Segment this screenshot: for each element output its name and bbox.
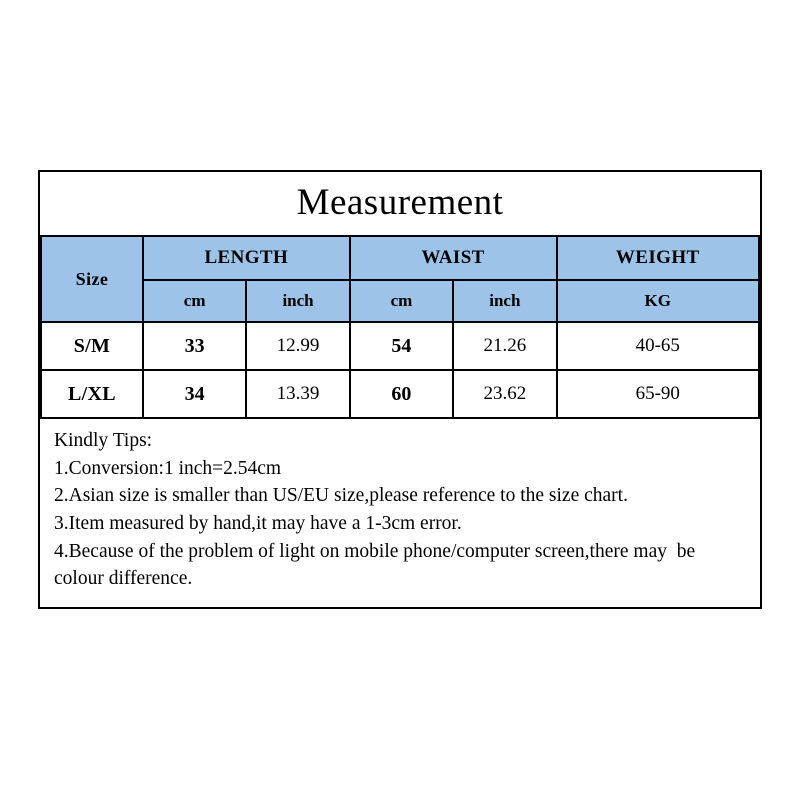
- cell-sm-waist-inch: 21.26: [453, 322, 556, 370]
- table-header-row-units: [41, 280, 759, 322]
- cell-lxl-length-cm: 34: [143, 370, 246, 418]
- table-row: [41, 322, 759, 370]
- size-chart-card: [38, 170, 762, 609]
- tips-line-1: 1.Conversion:1 inch=2.54cm: [54, 457, 282, 479]
- tips-line-4: 4.Because of the problem of light on mobile phone/computer screen,there may be colour difference.: [54, 540, 701, 590]
- measurement-table: [40, 235, 760, 419]
- cell-lxl-waist-cm: 60: [350, 370, 453, 418]
- table-header-waist: WAIST: [350, 236, 557, 280]
- table-unit-waist-cm: cm: [350, 280, 453, 322]
- table-header-size: Size: [41, 236, 143, 322]
- cell-lxl-weight-kg: 65-90: [557, 370, 759, 418]
- cell-sm-weight-kg: 40-65: [557, 322, 759, 370]
- table-unit-length-inch: inch: [246, 280, 349, 322]
- table-header-weight: WEIGHT: [557, 236, 759, 280]
- row-size-lxl: L/XL: [41, 370, 143, 418]
- tips-line-2: 2.Asian size is smaller than US/EU size,please reference to the size chart.: [54, 485, 628, 507]
- row-size-sm: S/M: [41, 322, 143, 370]
- cell-lxl-waist-inch: 23.62: [453, 370, 556, 418]
- page-title: Measurement: [296, 182, 504, 223]
- cell-sm-waist-cm: 54: [350, 322, 453, 370]
- table-unit-length-cm: cm: [143, 280, 246, 322]
- table-row: [41, 370, 759, 418]
- tips-line-3: 3.Item measured by hand,it may have a 1-3cm error.: [54, 513, 462, 535]
- table-unit-waist-inch: inch: [453, 280, 556, 322]
- table-unit-weight-kg: KG: [557, 280, 759, 322]
- table-header-row-top: [41, 236, 759, 280]
- table-header-length: LENGTH: [143, 236, 350, 280]
- tips-heading: Kindly Tips:: [54, 430, 153, 451]
- cell-sm-length-cm: 33: [143, 322, 246, 370]
- cell-lxl-length-inch: 13.39: [246, 370, 349, 418]
- cell-sm-length-inch: 12.99: [246, 322, 349, 370]
- kindly-tips-block: [40, 419, 760, 607]
